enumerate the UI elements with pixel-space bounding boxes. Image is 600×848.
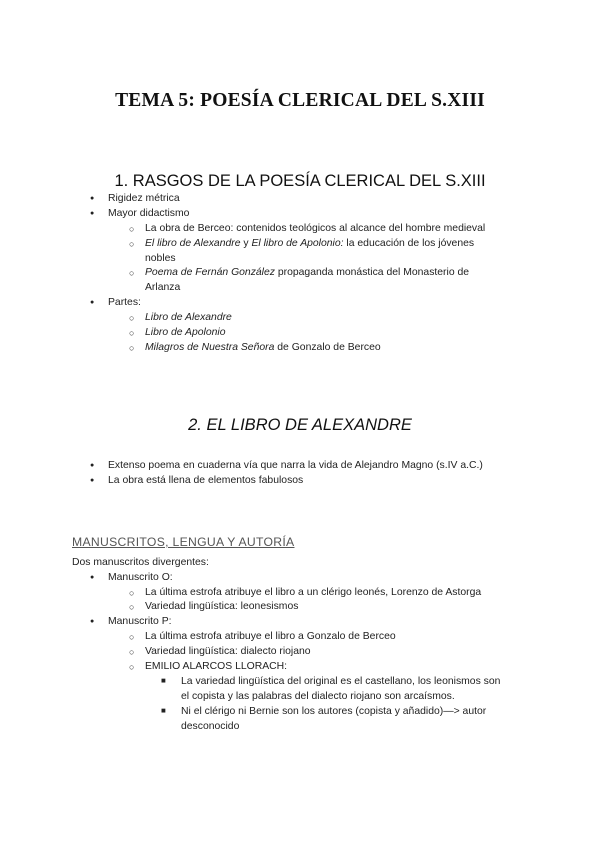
italic-title: Poema de Fernán González <box>145 267 275 278</box>
bullet-circle <box>129 630 134 646</box>
bullet-circle <box>129 326 134 342</box>
section-3-heading: MANUSCRITOS, LENGUA Y AUTORÍA <box>72 535 295 549</box>
section-2-heading: 2. EL LIBRO DE ALEXANDRE <box>188 416 412 434</box>
list-item-manuscrito-p: Manuscrito P: <box>108 616 172 627</box>
bullet-disc <box>90 615 94 631</box>
italic-title: Libro de Alexandre <box>145 312 232 323</box>
bullet-disc <box>90 296 94 312</box>
italic-title: El libro de Apolonio: <box>251 238 344 249</box>
bullet-disc <box>90 571 94 587</box>
list-item-parte-1 <box>145 311 232 326</box>
list-item-mp-estrofa: La última estrofa atribuye el libro a Gonzalo de Berceo <box>145 631 396 642</box>
text-span: de Gonzalo de Berceo <box>274 342 381 353</box>
list-item-alarcos: EMILIO ALARCOS LLORACH: <box>145 661 288 672</box>
list-item-libros <box>145 237 474 252</box>
italic-title: Libro de Apolonio <box>145 327 226 338</box>
bullet-square <box>161 705 166 720</box>
bullet-disc <box>90 192 94 208</box>
text-span: propaganda monástica del Monasterio de <box>274 267 470 278</box>
intro-text: Dos manuscritos divergentes: <box>72 557 209 568</box>
list-item-manuscrito-o: Manuscrito O: <box>108 572 173 583</box>
section-1-heading: 1. RASGOS DE LA POESÍA CLERICAL DEL S.XIII <box>114 172 486 190</box>
list-item-parte-2 <box>145 326 226 341</box>
list-item-autor-cont: desconocido <box>181 721 240 732</box>
bullet-disc <box>90 459 94 475</box>
bullet-circle <box>129 645 134 661</box>
bullet-circle <box>129 341 134 357</box>
bullet-disc <box>90 474 94 490</box>
italic-title: Milagros de Nuestra Señora <box>145 342 275 353</box>
bullet-circle <box>129 660 134 676</box>
list-item-extenso: Extenso poema en cuaderna vía que narra la vida de Alejandro Magno (s.IV a.C.) <box>108 460 483 471</box>
bullet-square <box>161 675 166 690</box>
bullet-circle <box>129 600 134 616</box>
list-item-partes: Partes: <box>108 297 141 308</box>
list-item-fabulosos: La obra está llena de elementos fabulosos <box>108 475 304 486</box>
text-span: y <box>240 238 252 249</box>
page-title: TEMA 5: POESÍA CLERICAL DEL S.XIII <box>115 90 485 111</box>
list-item-mo-estrofa: La última estrofa atribuye el libro a un clérigo leonés, Lorenzo de Astorga <box>145 587 482 598</box>
list-item-autor: Ni el clérigo ni Bernie son los autores (copista y añadido)—> autor <box>181 706 487 717</box>
list-item-parte-3 <box>145 341 381 356</box>
list-item-variedad-original-cont: el copista y las palabras del dialecto riojano son arcaísmos. <box>181 691 455 702</box>
list-item-fernan <box>145 266 469 281</box>
list-item-rigidez: Rigidez métrica <box>108 193 180 204</box>
bullet-circle <box>129 311 134 327</box>
list-item-libros-cont: nobles <box>145 253 176 264</box>
bullet-circle <box>129 222 134 238</box>
list-item-fernan-cont: Arlanza <box>145 282 181 293</box>
list-item-berceo: La obra de Berceo: contenidos teológicos al alcance del hombre medieval <box>145 223 486 234</box>
list-item-mo-variedad: Variedad lingüística: leonesismos <box>145 601 299 612</box>
bullet-circle <box>129 266 134 282</box>
text-span: la educación de los jóvenes <box>343 238 475 249</box>
italic-title: El libro de Alexandre <box>145 238 241 249</box>
list-item-mp-variedad: Variedad lingüística: dialecto riojano <box>145 646 311 657</box>
bullet-circle <box>129 237 134 253</box>
list-item-didactismo: Mayor didactismo <box>108 208 190 219</box>
bullet-disc <box>90 207 94 223</box>
list-item-variedad-original: La variedad lingüística del original es el castellano, los leonismos son <box>181 676 501 687</box>
